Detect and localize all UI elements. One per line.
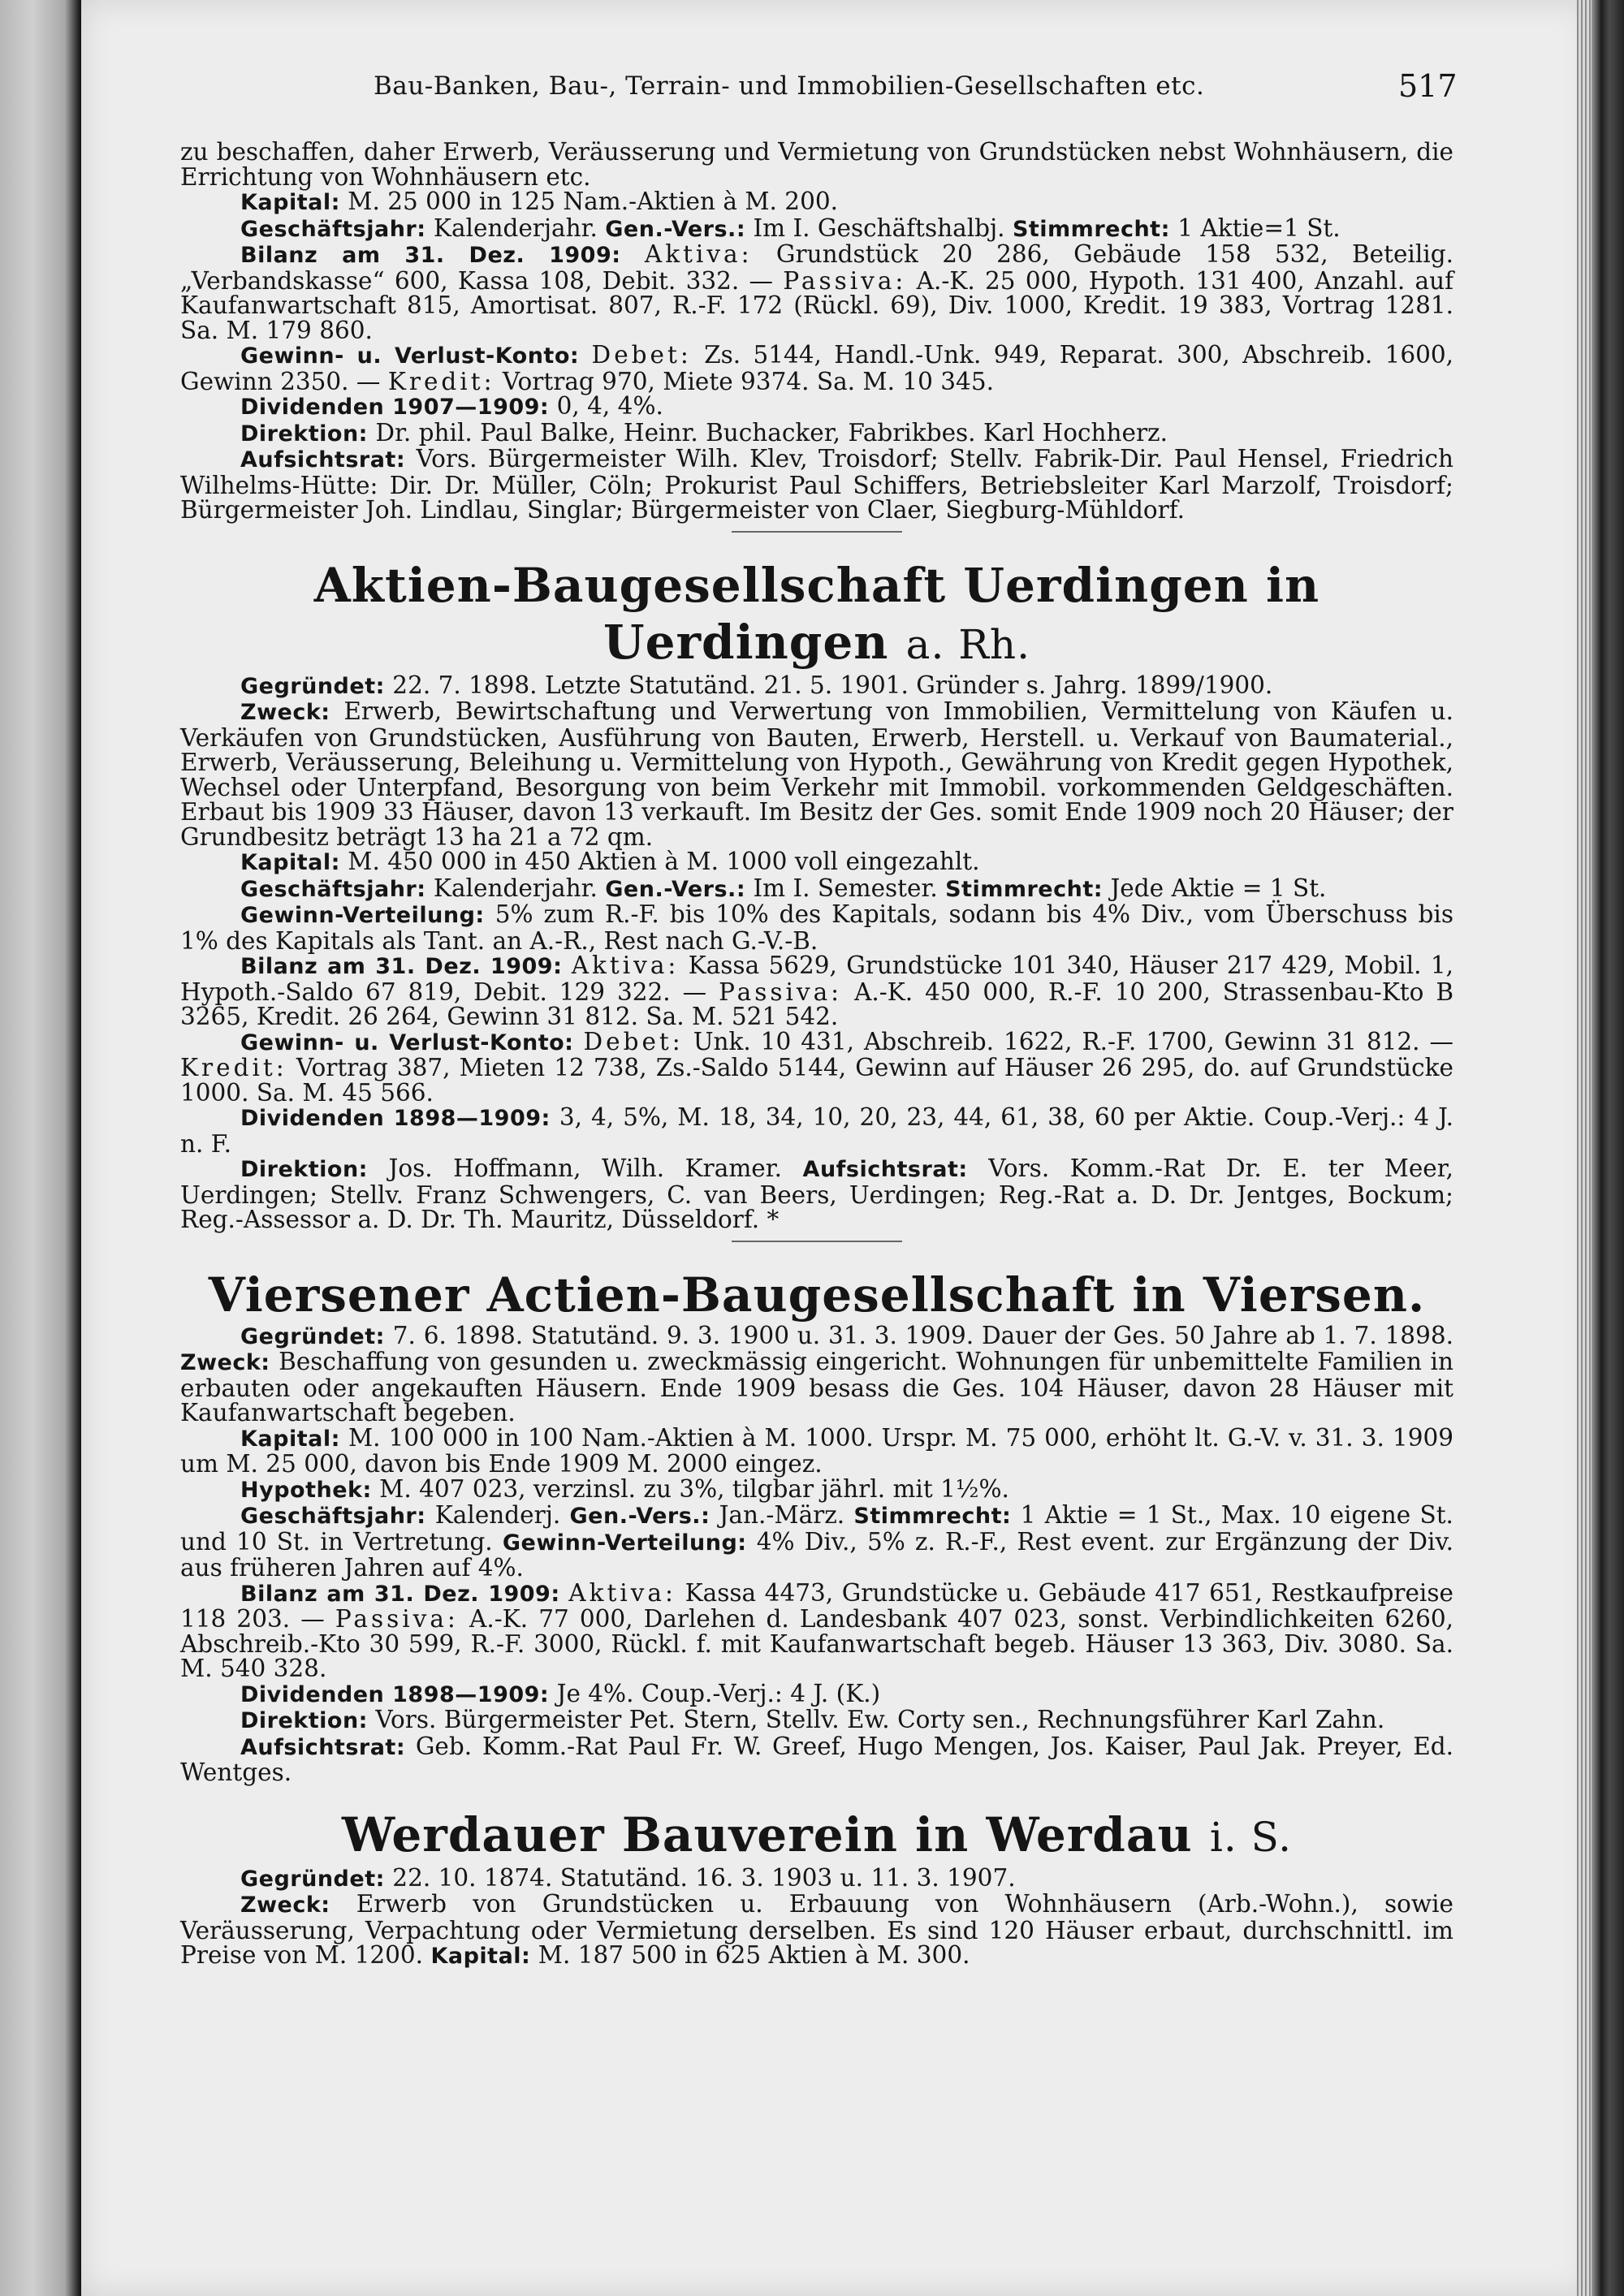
running-title: Bau-Banken, Bau-, Terrain- und Immobilien-Gesellschaften etc. — [374, 71, 1205, 101]
zweck-line: Zweck: Erwerb von Grundstücken u. Erbauung von Wohnhäusern (Arb.-Wohn.), sowie Veräusserung, Verpachtung oder Vermietung derselben. Es sind 120 Häuser erbaut, durchschnittl. im Preise von M. 1200. Kapital: M. 187 500 in 625 Aktien à M. 300. — [180, 1890, 1453, 1969]
page-number: 517 — [1398, 68, 1458, 104]
page-edges — [1577, 0, 1592, 2296]
entry-title: Viersener Actien-Baugesellschaft in Viersen. — [208, 1267, 1426, 1323]
geschaeftsjahr-line: Geschäftsjahr: Kalenderjahr. Gen.-Vers.: Im I. Semester. Stimmrecht: Jede Aktie = 1 St. — [240, 874, 1327, 902]
entry-werdau — [180, 1806, 1453, 1970]
section-divider — [732, 531, 902, 533]
geschaeftsjahr-line: Geschäftsjahr: Kalenderj. Gen.-Vers.: Jan.-März. Stimmrecht: 1 Aktie = 1 St., Max. 10 eigene St. und 10 St. in Vertretung. Gewinn-Verteilung: 4% Div., 5% z. R.-F., Rest event. zur Ergänzung der Div. aus früheren Jahren auf 4%. — [180, 1501, 1453, 1582]
dividenden-line: Dividenden 1898—1909: Je 4%. Coup.-Verj.: 4 J. (K.) — [240, 1679, 881, 1707]
dividenden-line: Dividenden 1907—1909: 0, 4, 4%. — [240, 392, 663, 420]
geschaeftsjahr-line: Geschäftsjahr: Kalenderjahr. Gen.-Vers.: Im I. Geschäftshalbj. Stimmrecht: 1 Aktie=1 St. — [240, 214, 1341, 242]
kapital-line: Kapital: M. 100 000 in 100 Nam.-Aktien à M. 1000. Urspr. M. 75 000, erhöht lt. G.-V. v. 31. 3. 1909 um M. 25 000, davon bis Ende 1909 M. 2000 eingez. — [180, 1423, 1453, 1478]
entry-title: Werdauer Bauverein in Werdau i. S. — [342, 1806, 1292, 1862]
gegruendet-line: Gegründet: 7. 6. 1898. Statutänd. 9. 3. 1900 u. 31. 3. 1909. Dauer der Ges. 50 Jahre ab 1. 7. 1898. Zweck: Beschaffung von gesunden u. zweckmässig eingericht. Wohnungen für unbemittelte Familien in erbauten oder angekauften Häusern. Ende 1909 besass die Ges. 104 Häuser, davon 28 Häuser mit Kaufanwartschaft begeben. — [180, 1321, 1453, 1426]
book-edge-right — [1592, 0, 1624, 2296]
zweck-line: Zweck: Erwerb, Bewirtschaftung und Verwertung von Immobilien, Vermittelung von Käufen u. Verkäufen von Grundstücken, Ausführung von Bauten, Erwerb, Herstell. u. Verkauf von Baumaterial., Erwerb, Veräusserung, Beleihung u. Vermittelung von Hypoth., Gewährung von Kredit gegen Hypothek, Wechsel oder Unterpfand, Besorgung von beim Verkehr mit Immobil. vorkommenden Geldgeschäften. Erbaut bis 1909 33 Häuser, davon 13 verkauft. Im Besitz der Ges. somit Ende 1909 noch 20 Häuser; der Grundbesitz beträgt 13 ha 21 a 72 qm. — [180, 697, 1453, 851]
entry-continued — [180, 140, 1453, 523]
gewinn-verteilung-line: Gewinn-Verteilung: 5% zum R.-F. bis 10% des Kapitals, sodann bis 4% Div., vom Überschuss bis 1% des Kapitals als Tant. an A.-R., Rest nach G.-V.-B. — [180, 900, 1453, 955]
entry-uerdingen — [180, 557, 1453, 1232]
dividenden-line: Dividenden 1898—1909: 3, 4, 5%, M. 18, 34, 10, 20, 23, 44, 61, 38, 60 per Aktie. Coup.-Verj.: 4 J. n. F. — [180, 1103, 1453, 1158]
intro-text: zu beschaffen, daher Erwerb, Veräusserung und Vermietung von Grundstücken nebst Wohnhäusern, die Errichtung von Wohnhäusern etc. — [180, 138, 1453, 191]
direktion-line: Direktion: Vors. Bürgermeister Pet. Stern, Stellv. Ew. Corty sen., Rechnungsführer Karl Zahn. — [240, 1706, 1385, 1733]
bilanz-line: Bilanz am 31. Dez. 1909: Aktiva: Grundstück 20 286, Gebäude 158 532, Beteilig. „Verbandskasse“ 600, Kassa 108, Debit. 332. — Passiva: A.-K. 25 000, Hypoth. 131 400, Anzahl. auf Kaufanwartschaft 815, Amortisat. 807, R.-F. 172 (Rückl. 69), Div. 1000, Kredit. 19 383, Vortrag 1281. Sa. M. 179 860. — [180, 240, 1453, 344]
bilanz-line: Bilanz am 31. Dez. 1909: Aktiva: Kassa 4473, Grundstücke u. Gebäude 417 651, Restkaufpreise 118 203. — Passiva: A.-K. 77 000, Darlehen d. Landesbank 407 023, sonst. Verbindlichkeiten 6260, Abschreib.-Kto 30 599, R.-F. 3000, Rückl. f. mit Kaufanwartschaft begeb. Häuser 13 363, Div. 3080. Sa. M. 540 328. — [180, 1578, 1453, 1682]
kapital-line: Kapital: M. 25 000 in 125 Nam.-Aktien à M. 200. — [240, 188, 838, 215]
guv-line: Gewinn- u. Verlust-Konto: Debet: Unk. 10 431, Abschreib. 1622, R.-F. 1700, Gewinn 31 812. — Kredit: Vortrag 387, Mieten 12 738, Zs.-Saldo 5144, Gewinn auf Häuser 26 295, do. auf Grundstücke 1000. Sa. M. 45 566. — [180, 1027, 1453, 1107]
kapital-line: Kapital: M. 450 000 in 450 Aktien à M. 1000 voll eingezahlt. — [240, 848, 980, 875]
entry-title: Aktien-Baugesellschaft Uerdingen in Uerdingen a. Rh. — [313, 557, 1320, 670]
hypothek-line: Hypothek: M. 407 023, verzinsl. zu 3%, tilgbar jährl. mit 1½%. — [240, 1474, 1009, 1503]
aufsichtsrat-line: Aufsichtsrat: Geb. Komm.-Rat Paul Fr. W. Greef, Hugo Mengen, Jos. Kaiser, Paul Jak. Preyer, Ed. Wentges. — [180, 1732, 1453, 1786]
bilanz-line: Bilanz am 31. Dez. 1909: Aktiva: Kassa 5629, Grundstücke 101 340, Häuser 217 429, Mobil. 1, Hypoth.-Saldo 67 819, Debit. 129 322. — Passiva: A.-K. 450 000, R.-F. 10 200, Strassenbau-Kto B 3265, Kredit. 26 264, Gewinn 31 812. Sa. M. 521 542. — [180, 952, 1454, 1030]
page-content — [180, 140, 1453, 1970]
guv-line: Gewinn- u. Verlust-Konto: Debet: Zs. 5144, Handl.-Unk. 949, Reparat. 300, Abschreib. 1600, Gewinn 2350. — Kredit: Vortrag 970, Miete 9374. Sa. M. 10 345. — [180, 341, 1454, 395]
book-binding-left — [0, 0, 81, 2296]
direktion-line: Direktion: Jos. Hoffmann, Wilh. Kramer. Aufsichtsrat: Vors. Komm.-Rat Dr. E. ter Meer, Uerdingen; Stellv. Franz Schwengers, C. van Beers, Uerdingen; Reg.-Rat a. D. Dr. Jentges, Bockum; Reg.-Assessor a. D. Dr. Th. Mauritz, Düsseldorf. * — [180, 1154, 1453, 1233]
aufsichtsrat-line: Aufsichtsrat: Vors. Bürgermeister Wilh. Klev, Troisdorf; Stellv. Fabrik-Dir. Paul Hensel, Friedrich Wilhelms-Hütte: Dir. Dr. Müller, Cöln; Prokurist Paul Schiffers, Betriebsleiter Karl Marzolf, Troisdorf; Bürgermeister Joh. Lindlau, Singlar; Bürgermeister von Claer, Siegburg-Mühldorf. — [180, 445, 1453, 524]
gegruendet-line: Gegründet: 22. 10. 1874. Statutänd. 16. 3. 1903 u. 11. 3. 1907. — [240, 1863, 1016, 1892]
section-divider — [732, 1241, 902, 1242]
gegruendet-line: Gegründet: 22. 7. 1898. Letzte Statutänd. 21. 5. 1901. Gründer s. Jahrg. 1899/1900. — [240, 671, 1273, 699]
entry-viersen — [180, 1267, 1453, 1785]
direktion-line: Direktion: Dr. phil. Paul Balke, Heinr. Buchacker, Fabrikbes. Karl Hochherz. — [240, 418, 1168, 447]
